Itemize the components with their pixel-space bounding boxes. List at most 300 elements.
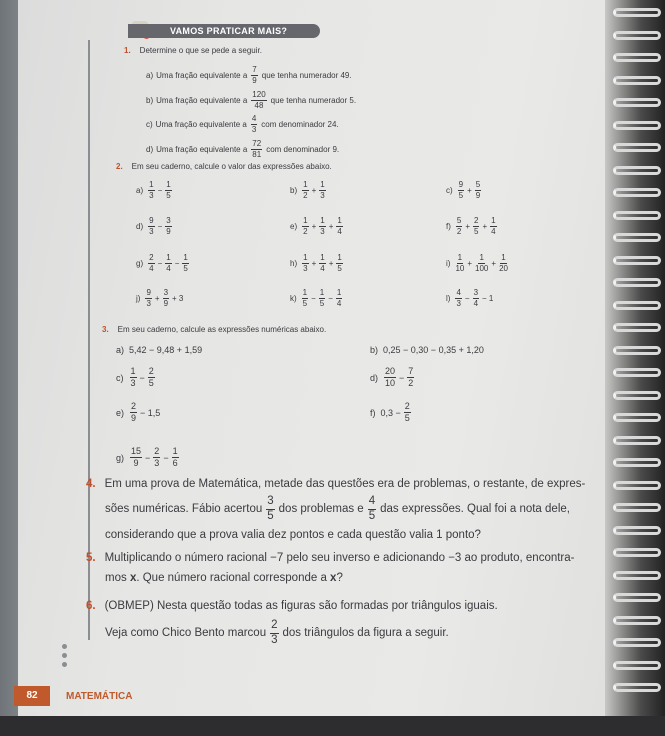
expression — [381, 402, 412, 423]
numerator: 72 — [252, 139, 262, 148]
operator: − — [399, 372, 405, 383]
numerator: 1 — [166, 180, 171, 189]
denominator: 3 — [154, 458, 160, 468]
numerator: 4 — [251, 114, 257, 123]
text: com denominador 24. — [261, 120, 339, 129]
numerator: 7 — [252, 65, 257, 74]
operator: + — [311, 259, 317, 268]
question-2-item — [290, 289, 343, 308]
numerator: 1 — [149, 180, 154, 189]
question-text: Em seu caderno, calcule as expressões numéricas abaixo. — [117, 325, 327, 334]
numerator: 1 — [303, 253, 308, 262]
fraction — [148, 217, 154, 236]
denominator: 4 — [320, 264, 325, 273]
question-2-item — [136, 289, 183, 308]
operator: − 1,5 — [140, 407, 161, 418]
denominator: 3 — [271, 633, 278, 646]
denominator: 48 — [254, 101, 264, 110]
denominator: 2 — [408, 378, 414, 388]
expression — [301, 217, 344, 236]
fraction — [182, 254, 188, 273]
fraction — [473, 217, 479, 236]
numerator: 1 — [320, 253, 325, 262]
numerator: 9 — [149, 216, 154, 225]
item-label: g) — [116, 452, 125, 463]
fraction — [251, 91, 266, 110]
item-label: k) — [290, 294, 297, 303]
question-3-item — [116, 402, 160, 423]
expression — [301, 254, 344, 273]
text: sões numéricas. Fábio acertou — [105, 503, 263, 515]
question-2-item — [446, 289, 493, 308]
item-label: b) — [290, 186, 298, 195]
numerator: 9 — [146, 288, 151, 297]
denominator: 10 — [385, 378, 396, 388]
question-2-item — [446, 181, 482, 200]
question-number: 3. — [102, 325, 109, 334]
spiral-binding — [605, 0, 665, 716]
operator: + — [328, 222, 334, 231]
expression — [147, 181, 173, 200]
operator: − — [145, 452, 151, 463]
spiral-ring — [613, 8, 661, 17]
denominator: 2 — [303, 227, 308, 236]
numerator: 120 — [252, 90, 266, 99]
question-4-line-2 — [105, 496, 570, 522]
denominator: 5 — [319, 299, 325, 308]
question-2-item — [290, 254, 344, 273]
question-4 — [86, 478, 585, 490]
item-label: h) — [290, 259, 298, 268]
denominator: 5 — [183, 264, 188, 273]
question-1 — [124, 46, 262, 55]
question-text: (OBMEP) Nesta questão todas as figuras são formadas por triângulos iguais. — [104, 600, 498, 612]
operator: − — [157, 222, 163, 231]
question-3-item — [116, 345, 202, 355]
spiral-ring — [613, 683, 661, 692]
spiral-ring — [613, 436, 661, 445]
denominator: 4 — [473, 299, 479, 308]
item-label: j) — [136, 294, 141, 303]
denominator: 6 — [172, 458, 178, 468]
expression — [383, 367, 415, 388]
denominator: 2 — [303, 191, 308, 200]
fraction — [251, 140, 262, 159]
operator: 5,42 − 9,48 + 1,59 — [129, 345, 203, 355]
fraction — [319, 181, 325, 200]
numerator: 1 — [166, 253, 171, 262]
spiral-ring — [613, 413, 661, 422]
denominator: 4 — [166, 264, 171, 273]
fraction — [165, 181, 171, 200]
fraction — [148, 367, 155, 388]
numerator: 1 — [337, 216, 342, 225]
denominator: 5 — [474, 227, 479, 236]
fraction — [455, 254, 464, 273]
spiral-ring — [613, 503, 661, 512]
operator: − — [174, 259, 180, 268]
operator: − — [328, 294, 333, 303]
variable: x — [129, 572, 137, 584]
denominator: 5 — [404, 413, 410, 423]
denominator: 3 — [149, 191, 154, 200]
question-2-item — [446, 217, 498, 236]
numerator: 2 — [474, 216, 479, 225]
spiral-ring — [613, 458, 661, 467]
question-3-item — [116, 367, 156, 388]
spiral-ring — [613, 346, 661, 355]
fraction — [319, 254, 325, 273]
item-label: c) — [146, 120, 153, 129]
denominator: 5 — [337, 264, 342, 273]
item-label: d) — [146, 145, 154, 154]
denominator: 4 — [336, 299, 342, 308]
numerator: 1 — [172, 446, 178, 456]
spiral-ring — [613, 233, 661, 242]
numerator: 1 — [303, 180, 308, 189]
expression — [457, 181, 483, 200]
spiral-ring — [613, 368, 661, 377]
question-1-item — [146, 66, 352, 85]
question-4-line-3: considerando que a prova valia dez pontos e cada questão valia 1 ponto? — [105, 529, 481, 541]
denominator: 3 — [320, 227, 325, 236]
fraction — [302, 289, 308, 308]
operator: − — [139, 372, 145, 383]
question-3-item — [370, 367, 415, 388]
denominator: 20 — [499, 264, 508, 273]
numerator: 1 — [337, 253, 342, 262]
text: com denominador 9. — [266, 145, 340, 154]
fraction — [458, 181, 464, 200]
spiral-ring — [613, 31, 661, 40]
question-number: 5. — [86, 552, 96, 564]
question-2-item — [446, 254, 509, 273]
question-3-item — [116, 447, 180, 468]
question-number: 1. — [124, 46, 131, 55]
text: Uma fração equivalente a — [156, 96, 248, 105]
text: Veja como Chico Bento marcou — [105, 627, 267, 639]
operator: + — [311, 222, 317, 231]
operator: + — [467, 186, 472, 195]
item-label: a) — [146, 71, 154, 80]
item-label: e) — [290, 222, 298, 231]
question-1-item — [146, 91, 356, 110]
denominator: 5 — [458, 191, 464, 200]
denominator: 5 — [166, 191, 171, 200]
fraction — [130, 367, 137, 388]
numerator: 1 — [501, 253, 506, 262]
text: que tenha numerador 5. — [270, 96, 357, 105]
spiral-ring — [613, 548, 661, 557]
fraction — [302, 217, 308, 236]
question-number: 2. — [116, 162, 123, 171]
text: das expressões. Qual foi a nota dele, — [380, 503, 570, 515]
numerator: 20 — [385, 366, 396, 376]
operator: + 3 — [172, 294, 184, 303]
question-5 — [86, 552, 574, 564]
spiral-ring — [613, 638, 661, 647]
operator: − — [157, 186, 163, 195]
text: dos problemas e — [278, 503, 364, 515]
numerator: 4 — [368, 496, 376, 510]
denominator: 5 — [368, 509, 376, 522]
fraction — [165, 254, 171, 273]
operator: 0,3 − — [380, 407, 401, 418]
question-1-item — [146, 115, 339, 134]
denominator: 3 — [146, 299, 151, 308]
operator: + — [467, 259, 473, 268]
question-text: Determine o que se pede a seguir. — [139, 46, 262, 55]
operator: − — [157, 259, 163, 268]
numerator: 1 — [183, 253, 188, 262]
denominator: 4 — [491, 227, 496, 236]
text: ? — [336, 572, 343, 584]
fraction — [266, 496, 274, 522]
numerator: 1 — [479, 253, 484, 262]
question-3-item — [370, 402, 412, 423]
operator: + — [482, 222, 488, 231]
question-1-item — [146, 140, 339, 159]
numerator: 15 — [131, 446, 142, 456]
denominator: 2 — [456, 227, 462, 236]
question-5-line-2 — [105, 572, 343, 584]
fraction — [145, 289, 151, 308]
question-2-item — [136, 181, 173, 200]
denominator: 5 — [302, 299, 308, 308]
text: . Que número racional corresponde a — [136, 572, 327, 584]
item-label: c) — [446, 186, 453, 195]
fraction — [368, 496, 376, 522]
expression — [454, 254, 509, 273]
operator: + — [154, 294, 160, 303]
item-label: i) — [446, 259, 451, 268]
fraction — [302, 181, 308, 200]
question-2-item — [136, 217, 173, 236]
question-2 — [116, 162, 332, 171]
fraction — [407, 367, 414, 388]
numerator: 7 — [408, 366, 414, 376]
denominator: 9 — [163, 299, 169, 308]
fraction — [404, 402, 411, 423]
item-label: f) — [370, 407, 376, 418]
numerator: 1 — [457, 253, 463, 262]
fraction — [475, 254, 488, 273]
operator: + — [465, 222, 471, 231]
variable: x — [330, 572, 337, 584]
expression — [147, 217, 173, 236]
denominator: 3 — [149, 227, 154, 236]
fraction — [148, 254, 154, 273]
question-6 — [86, 600, 498, 612]
denominator: 3 — [303, 264, 308, 273]
margin-line — [88, 40, 90, 640]
item-label: c) — [116, 372, 124, 383]
spiral-ring — [613, 481, 661, 490]
fraction — [475, 181, 481, 200]
text: mos — [105, 572, 127, 584]
fraction — [473, 289, 479, 308]
operator: − 1 — [482, 294, 494, 303]
question-text: Em uma prova de Matemática, metade das questões era de problemas, o restante, de expres- — [104, 478, 586, 490]
subject-label: MATEMÁTICA — [66, 691, 133, 702]
operator: + — [328, 259, 334, 268]
numerator: 1 — [320, 180, 325, 189]
question-number: 4. — [86, 478, 96, 490]
expression — [129, 402, 160, 423]
numerator: 3 — [266, 496, 274, 510]
operator: − — [163, 452, 169, 463]
fraction — [165, 217, 171, 236]
expression — [129, 367, 156, 388]
operator: + — [311, 186, 317, 195]
denominator: 9 — [166, 227, 171, 236]
numerator: 3 — [163, 288, 169, 297]
expression — [129, 345, 202, 355]
item-label: f) — [446, 222, 451, 231]
item-label: e) — [116, 407, 125, 418]
operator: − — [464, 294, 470, 303]
expression — [301, 181, 327, 200]
text: Uma fração equivalente a — [156, 145, 248, 154]
expression — [144, 289, 183, 308]
numerator: 1 — [320, 216, 325, 225]
fraction — [163, 289, 169, 308]
numerator: 2 — [270, 620, 278, 634]
numerator: 1 — [491, 216, 496, 225]
fraction — [319, 217, 325, 236]
fraction — [499, 254, 508, 273]
fraction — [384, 367, 396, 388]
denominator: 10 — [455, 264, 465, 273]
spiral-ring — [613, 166, 661, 175]
table-edge — [0, 716, 665, 736]
item-label: b) — [146, 96, 154, 105]
question-2-item — [136, 254, 190, 273]
numerator: 1 — [302, 288, 308, 297]
denominator: 4 — [337, 227, 342, 236]
fraction — [336, 217, 342, 236]
expression — [454, 289, 493, 308]
fraction — [148, 181, 154, 200]
numerator: 2 — [404, 401, 410, 411]
fraction — [130, 447, 142, 468]
fraction — [270, 620, 278, 646]
spiral-ring — [613, 593, 661, 602]
item-label: l) — [446, 294, 451, 303]
item-label: a) — [136, 186, 144, 195]
text: Uma fração equivalente a — [156, 71, 248, 80]
spiral-ring — [613, 121, 661, 130]
spiral-ring — [613, 53, 661, 62]
numerator: 5 — [456, 216, 462, 225]
spiral-ring — [613, 98, 661, 107]
item-label: d) — [136, 222, 144, 231]
denominator: 9 — [252, 76, 257, 85]
numerator: 9 — [458, 180, 464, 189]
spiral-ring — [613, 278, 661, 287]
spiral-ring — [613, 571, 661, 580]
spiral-ring — [613, 616, 661, 625]
fraction — [455, 289, 461, 308]
numerator: 2 — [148, 366, 154, 376]
question-text: Em seu caderno, calcule o valor das expressões abaixo. — [131, 162, 332, 171]
spiral-ring — [613, 323, 661, 332]
denominator: 4 — [149, 264, 154, 273]
text: dos triângulos da figura a seguir. — [282, 627, 449, 639]
operator: + — [491, 259, 497, 268]
numerator: 3 — [166, 216, 171, 225]
fraction — [336, 254, 342, 273]
fraction — [456, 217, 462, 236]
spiral-ring — [613, 391, 661, 400]
denominator: 3 — [320, 191, 325, 200]
spiral-ring — [613, 256, 661, 265]
numerator: 2 — [131, 401, 137, 411]
denominator: 3 — [456, 299, 461, 308]
fraction — [172, 447, 179, 468]
expression — [383, 345, 484, 355]
operator: − — [311, 294, 316, 303]
expression — [147, 254, 190, 273]
denominator: 5 — [267, 509, 274, 522]
spiral-ring — [613, 211, 661, 220]
fraction — [251, 66, 257, 85]
section-banner: VAMOS PRATICAR MAIS? — [128, 24, 320, 38]
numerator: 1 — [336, 288, 342, 297]
fraction — [490, 217, 496, 236]
fraction — [153, 447, 160, 468]
decorative-dots — [62, 644, 68, 674]
question-3 — [102, 325, 326, 334]
question-2-item — [290, 217, 344, 236]
expression — [301, 289, 344, 308]
numerator: 2 — [154, 446, 160, 456]
fraction — [130, 402, 137, 423]
denominator: 81 — [252, 150, 262, 159]
fraction — [319, 289, 325, 308]
question-2-item — [290, 181, 327, 200]
numerator: 1 — [303, 216, 308, 225]
question-text: Multiplicando o número racional −7 pelo seu inverso e adicionando −3 ao produto, encontra- — [104, 552, 575, 564]
denominator: 9 — [131, 413, 137, 423]
item-label: g) — [136, 259, 144, 268]
item-label: a) — [116, 345, 125, 355]
denominator: 9 — [475, 191, 481, 200]
numerator: 5 — [475, 180, 481, 189]
spiral-ring — [613, 301, 661, 310]
operator: 0,25 − 0,30 − 0,35 + 1,20 — [383, 345, 484, 355]
spiral-ring — [613, 526, 661, 535]
denominator: 3 — [251, 125, 257, 134]
numerator: 2 — [149, 253, 154, 262]
denominator: 5 — [148, 378, 154, 388]
page-number: 82 — [14, 686, 50, 706]
fraction — [251, 115, 257, 134]
expression — [129, 447, 180, 468]
spiral-ring — [613, 76, 661, 85]
question-6-line-2 — [105, 620, 449, 646]
expression — [455, 217, 498, 236]
spiral-ring — [613, 188, 661, 197]
question-number: 6. — [86, 600, 96, 612]
numerator: 3 — [473, 288, 479, 297]
denominator: 100 — [475, 264, 489, 273]
fraction — [336, 289, 342, 308]
numerator: 1 — [319, 288, 325, 297]
fraction — [302, 254, 308, 273]
numerator: 4 — [456, 288, 461, 297]
text: que tenha numerador 49. — [261, 71, 352, 80]
